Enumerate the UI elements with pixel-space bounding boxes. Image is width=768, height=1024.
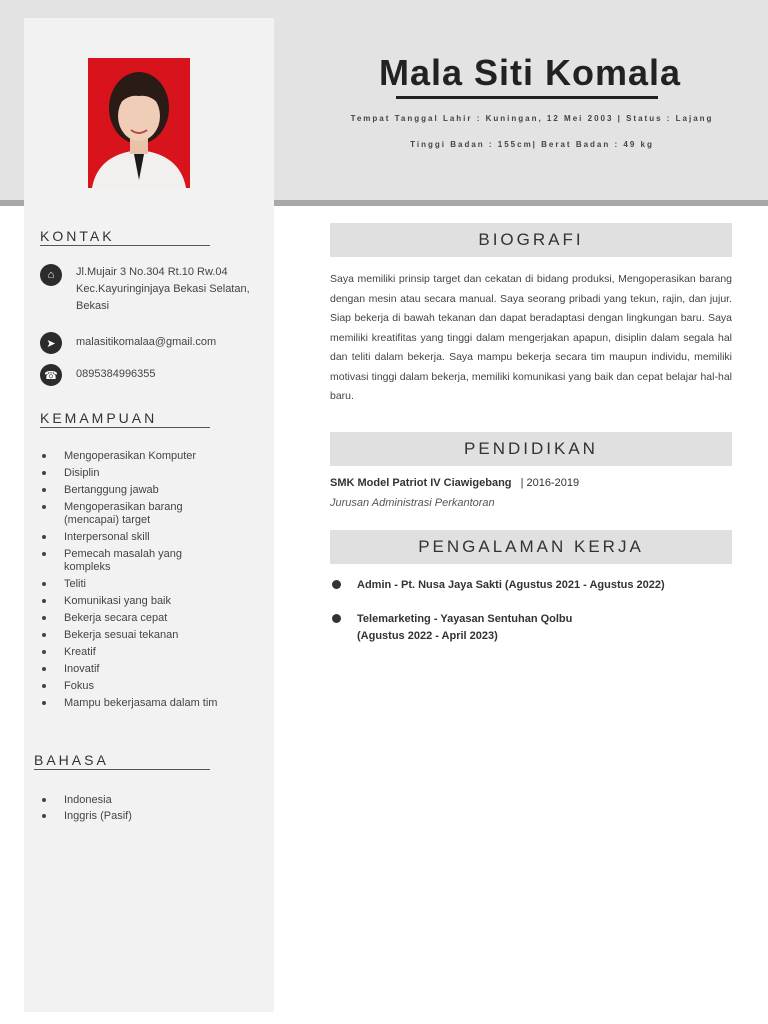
skills-list: [40, 450, 262, 714]
list-item: Mengoperasikan barang (mencapai) target: [40, 501, 262, 527]
bullet-icon: [332, 614, 341, 623]
list-item: Bekerja secara cepat: [40, 612, 262, 625]
name-underline: [396, 96, 658, 99]
contact-phone: [40, 364, 265, 386]
physical-info: Tinggi Badan : 155cm| Berat Badan : 49 kg: [410, 140, 654, 149]
school-major: Jurusan Administrasi Perkantoran: [330, 497, 495, 509]
list-item: Disiplin: [40, 467, 262, 480]
list-item: Inggris (Pasif): [40, 810, 262, 823]
list-item: Fokus: [40, 680, 262, 693]
email-text[interactable]: malasitikomalaa@gmail.com: [76, 336, 217, 348]
list-item: Interpersonal skill: [40, 531, 262, 544]
list-item: Inovatif: [40, 663, 262, 676]
languages-heading: BAHASA: [34, 752, 210, 770]
profile-photo: [88, 58, 190, 188]
send-icon: ➤: [40, 332, 62, 354]
full-name: Mala Siti Komala: [378, 52, 682, 93]
contact-heading: KONTAK: [40, 228, 210, 246]
list-item: Kreatif: [40, 646, 262, 659]
skills-heading: KEMAMPUAN: [40, 410, 210, 428]
education-heading: PENDIDIKAN: [330, 432, 732, 466]
biography-text: Saya memiliki prinsip target dan cekatan di bidang produksi, Mengoperasikan barang dengan mesin atau secara manual. Saya seorang pribadi yang tekun, rajin, dan jujur. Siap bekerja di bawah tekanan dan dapat beradaptasi dengan lingkungan baru. Saya memiliki kreatifitas yang tinggi dalam mengerjakan apapun, disiplin dalam segala hal dan teliti dalam bekerja. Saya mampu bekerja secara tim maupun individu, memiliki motivasi tinggi dalam bekerja, memiliki komunikasi yang baik dan cepat belajar hal-hal baru.: [330, 273, 732, 402]
address-text: Jl.Mujair 3 No.304 Rt.10 Rw.04 Kec.Kayuringinjaya Bekasi Selatan, Bekasi: [76, 266, 250, 312]
list-item: Indonesia: [40, 794, 262, 807]
phone-text[interactable]: 0895384996355: [76, 368, 156, 380]
birth-info: Tempat Tanggal Lahir : Kuningan, 12 Mei 2003 | Status : Lajang: [350, 114, 714, 123]
contact-email: [40, 332, 265, 354]
phone-icon: ☎: [40, 364, 62, 386]
list-item: Bertanggung jawab: [40, 484, 262, 497]
list-item: Bekerja sesuai tekanan: [40, 629, 262, 642]
experience-item: [332, 577, 732, 594]
languages-list: [40, 794, 262, 823]
experience-heading: PENGALAMAN KERJA: [330, 530, 732, 564]
biography-heading: BIOGRAFI: [330, 223, 732, 257]
home-icon: ⌂: [40, 264, 62, 286]
experience-text: Telemarketing - Yayasan Sentuhan Qolbu (Agustus 2022 - April 2023): [357, 613, 573, 642]
school-name: SMK Model Patriot IV Ciawigebang: [330, 477, 512, 489]
list-item: Komunikasi yang baik: [40, 595, 262, 608]
list-item: Teliti: [40, 578, 262, 591]
education-entry: [330, 477, 732, 489]
list-item: Pemecah masalah yang kompleks: [40, 548, 262, 574]
list-item: Mampu bekerjasama dalam tim: [40, 697, 262, 710]
experience-text: Admin - Pt. Nusa Jaya Sakti (Agustus 2021 - Agustus 2022): [357, 579, 665, 591]
school-years: | 2016-2019: [520, 477, 580, 489]
list-item: Mengoperasikan Komputer: [40, 450, 262, 463]
contact-address: [40, 264, 265, 315]
bullet-icon: [332, 580, 341, 589]
experience-item: [332, 611, 732, 645]
